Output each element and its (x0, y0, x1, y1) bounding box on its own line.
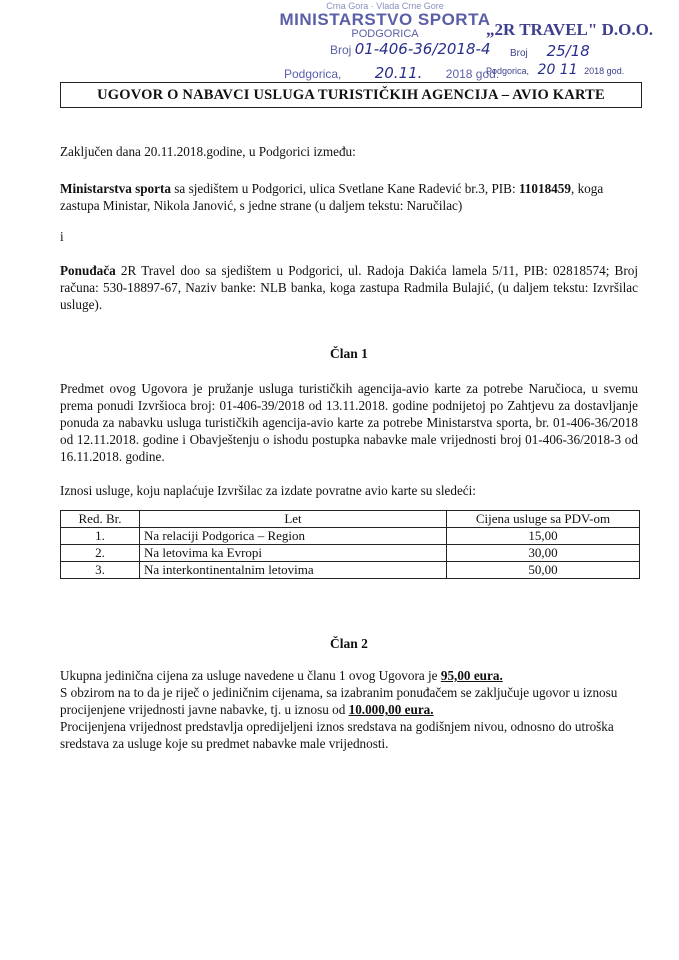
party-2-name: Ponuđača (60, 263, 116, 278)
row-number: 3. (61, 562, 140, 579)
fees-table (60, 510, 640, 579)
header-cell: Cijena usluge sa PDV-om (447, 511, 640, 528)
total-unit-price: 95,00 eura. (440, 668, 503, 683)
stamp-city: PODGORICA (351, 28, 419, 41)
party-1-name: Ministarstva sporta (60, 181, 171, 196)
travel-stamp-date: Podgorica, 20 11 2018 god. (486, 62, 625, 78)
article-1-heading: Član 1 (330, 346, 368, 361)
fees-table-intro: Iznosi usluge, koju naplaćuje Izvršilac za izdate povratne avio karte su sledeći: (60, 483, 476, 498)
table-row (61, 562, 640, 579)
party-2-paragraph: Ponuđača 2R Travel doo sa sjedištem u Podgorici, ul. Radoja Dakića lamela 5/11, PIB: 02818574; Broj računa: 530-18897-67, Naziv banke: NLB banka, koga zastupa Radmila Bulajić, (u daljem tekstu: Izvršilac usluge). (60, 263, 638, 312)
row-number: 1. (61, 528, 140, 545)
article-2-heading: Član 2 (330, 636, 368, 651)
row-price: 30,00 (447, 545, 640, 562)
article-1-text: Predmet ovog Ugovora je pružanje usluga turističkih agencija-avio karte za potrebe Naručioca, u svemu prema ponudi Izvršioca broj: 01-406-39/2018 od 13.11.2018. godine podnijetoj po Zahtjevu za dostavljanje ponuda za nabavku usluga turističkih agencija-avio karte za potrebe Ministarstva sporta, br. 01-406-36/2018 od 12.11.2018. godine i Obavještenju o ishodu postupka nabavke male vrijednosti broj 01-406-36/2018-3 od 16.11.2018. godine. (60, 381, 638, 464)
ministry-stamp-date: Podgorica, 20.11. 2018 god. (284, 64, 500, 82)
party-1-pib: 11018459 (518, 181, 571, 196)
row-route: Na letovima ka Evropi (140, 545, 447, 562)
handwritten-date: 20.11. (374, 64, 423, 82)
estimated-value: 10.000,00 eura. (348, 702, 434, 717)
ministry-stamp (270, 2, 500, 41)
table-row (61, 545, 640, 562)
table-row (61, 528, 640, 545)
row-price: 15,00 (447, 528, 640, 545)
travel-stamp-number: Broj 25/18 (510, 42, 590, 60)
handwritten-date: 20 11 (537, 62, 578, 78)
travel-stamp-name: „2R TRAVEL" D.O.O. (486, 20, 654, 39)
article-2-text: Ukupna jedinična cijena za usluge navedene u članu 1 ovog Ugovora je 95,00 eura. S obzirom na to da je riječ o jediničnim cijenama, sa izabranim ponuđačem se zaključuje ugovor u iznosu procijenjene vrijednosti javne nabavke, tj. u iznosu od 10.000,00 eura. Procijenjena vrijednost predstavlja opredijeljeni iznos sredstava na godišnjem nivou, odnosno do utroška sredstava za usluge koje su predmet nabavke male vrijednosti. (60, 668, 618, 751)
row-price: 50,00 (447, 562, 640, 579)
stamp-country: Crna Gora · Vlada Crne Gore (326, 1, 444, 11)
handwritten-number: 25/18 (546, 42, 590, 60)
row-route: Na relaciji Podgorica – Region (140, 528, 447, 545)
contract-title: UGOVOR O NABAVCI USLUGA TURISTIČKIH AGENCIJA – AVIO KARTE (60, 82, 642, 108)
handwritten-number: 01-406-36/2018-4 (354, 40, 491, 58)
row-number: 2. (61, 545, 140, 562)
intro-text: Zaključen dana 20.11.2018.godine, u Podgorici između: (60, 144, 356, 159)
table-header-row (61, 511, 640, 528)
conjunction: i (60, 229, 64, 244)
stamp-ministry-name: MINISTARSTVO SPORTA (279, 10, 491, 30)
header-cell: Red. Br. (61, 511, 140, 528)
row-route: Na interkontinentalnim letovima (140, 562, 447, 579)
header-cell: Let (140, 511, 447, 528)
party-1-paragraph: Ministarstva sporta sa sjedištem u Podgorici, ulica Svetlane Kane Radević br.3, PIB: 11018459, koga zastupa Ministar, Nikola Janović, s jedne strane (u daljem tekstu: Naručilac) (60, 181, 604, 213)
ministry-stamp-number: Broj 01-406-36/2018-4 (330, 40, 491, 58)
